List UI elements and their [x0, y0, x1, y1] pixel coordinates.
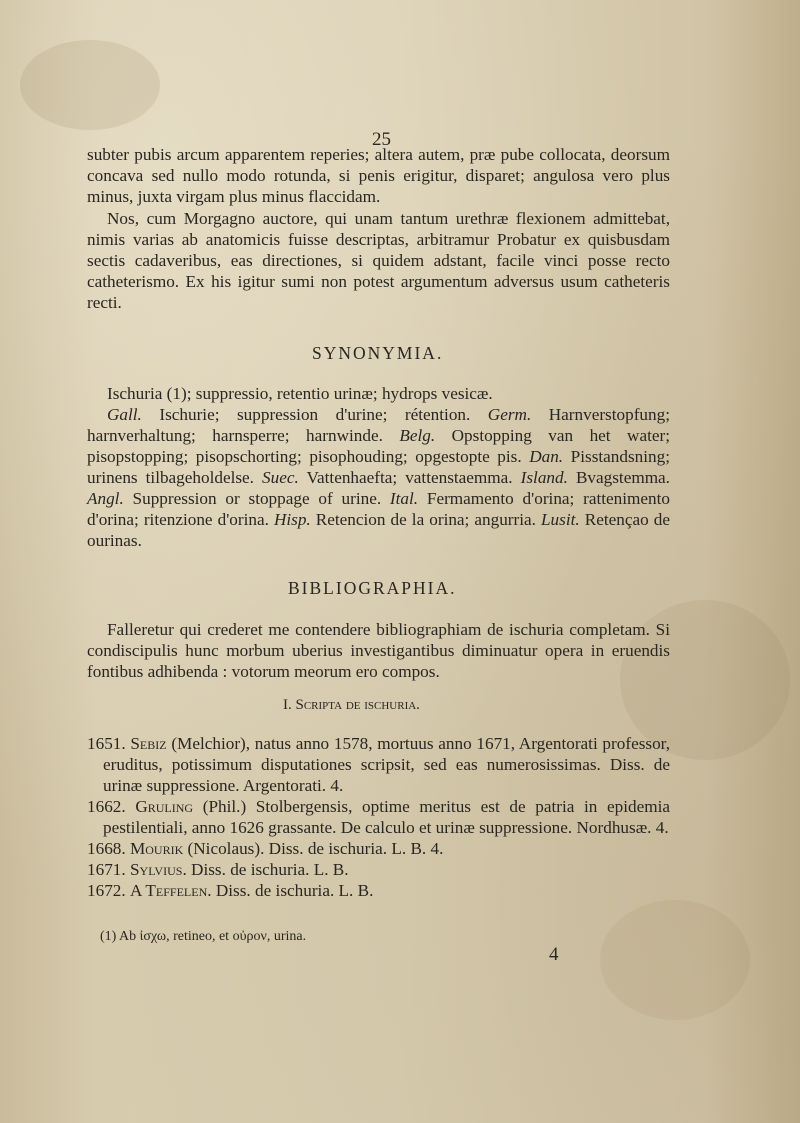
entry-text: . Diss. de ischuria. L. B. — [182, 860, 349, 879]
suec-text: Vattenhaefta; vattenstaemma. — [298, 468, 521, 487]
paper-stain — [20, 40, 160, 130]
ital-text: Fermamento d'orina; rattenimento d'orina; ritenzione d'orina. — [87, 489, 670, 529]
island-text: Bvagstemma. — [567, 468, 670, 487]
entry-author: Mourik — [129, 839, 184, 858]
entry-year: 1672. — [87, 881, 126, 900]
entry-text: (Phil.) Stolbergensis, optime meritus est de patria in epidemia pestilentiali, anno 1626 grassante. De calculo et urinæ suppressione. Nordhusæ. 4. — [103, 797, 671, 837]
entry-year: 1662. — [87, 797, 126, 816]
lusit-text: Retençao de ourinas. — [87, 510, 670, 550]
dan-text: Pisstandsning; urinens tilbageholdelse. — [87, 447, 670, 487]
bibliography-entry — [87, 733, 670, 796]
germ-label: Germ. — [487, 405, 532, 424]
entry-author: A Teffelen — [129, 881, 208, 900]
entry-author: Sebiz — [130, 734, 167, 753]
germ-text: Harnverstopfung; harnverhaltung; harnsperre; harnwinde. — [87, 405, 670, 445]
entry-year: 1668. — [87, 839, 126, 858]
bibliographia-heading: BIBLIOGRAPHIA. — [288, 578, 457, 598]
entry-author: Gruling — [135, 797, 194, 816]
bibliography-entry — [87, 796, 670, 838]
synonymia-line-1: Ischuria (1); suppressio, retentio urinæ; hydrops vesicæ. — [107, 384, 493, 403]
belg-label: Belg. — [399, 426, 436, 445]
entry-text: . Diss. de ischuria. L. B. — [207, 881, 374, 900]
intro-paragraph-2: Nos, cum Morgagno auctore, qui unam tantum urethræ flexionem admittebat, nimis varias ab anatomicis fuisse descriptas, arbitramur Probatur ex quisbusdam sectis cadaveribus, eas directiones, si quidem adstant, facile vinci posse recto catheterismo. Ex his igitur sumi non potest argumentum adversus usum catheteris recti. — [87, 209, 670, 312]
bibliography-entry — [87, 838, 670, 859]
belg-text: Opstopping van het water; pisopstopping; pisopschorting; pisophouding; opgestopte pis. — [87, 426, 670, 466]
island-label: Island. — [520, 468, 568, 487]
bibliography-entry — [87, 880, 670, 901]
lusit-label: Lusit. — [541, 510, 580, 529]
entry-text: (Melchior), natus anno 1578, mortuus anno 1671, Argentorati professor, eruditus, potissimum disputationes scripsit, sed eas numerosissimas. Diss. de urinæ suppressione. Argentorati. 4. — [103, 734, 670, 795]
scripta-subheading: I. Scripta de ischuria. — [283, 697, 420, 713]
bibliography-list — [87, 733, 670, 901]
hisp-label: Hisp. — [273, 510, 311, 529]
entry-text: (Nicolaus). Diss. de ischuria. L. B. 4. — [183, 839, 444, 858]
angl-label: Angl. — [87, 489, 124, 508]
synonymia-paragraph — [87, 404, 670, 551]
suec-label: Suec. — [262, 468, 299, 487]
entry-year: 1671. — [87, 860, 126, 879]
page-number: 25 — [372, 129, 391, 150]
gall-text: Ischurie; suppression d'urine; rétention. — [141, 405, 488, 424]
ital-label: Ital. — [389, 489, 419, 508]
entry-author: Sylvius — [129, 860, 183, 879]
gall-label: Gall. — [107, 405, 142, 424]
intro-paragraph-1: subter pubis arcum apparentem reperies; altera autem, præ pube collocata, deorsum concava sed nullo modo rotunda, si penis erigitur, disparet; angulosa vero plus minus, juxta virgam plus minus flaccidam. — [87, 145, 670, 206]
dan-label: Dan. — [529, 447, 564, 466]
paper-stain — [600, 900, 750, 1020]
entry-year: 1651. — [87, 734, 126, 753]
angl-text: Suppression or stoppage of urine. — [123, 489, 390, 508]
hisp-text: Retencion de la orina; angurria. — [310, 510, 541, 529]
footnote: (1) Ab ἰσχω, retineo, et οὐρον, urina. — [100, 929, 307, 944]
bibliography-entry — [87, 859, 670, 880]
bibliographia-paragraph: Falleretur qui crederet me contendere bibliographiam de ischuria completam. Si condiscipulis hunc morbum uberius investigantibus diminuatur opera in eruendis fontibus adhibenda : votorum meorum ero compos. — [87, 620, 670, 681]
synonymia-heading: SYNONYMIA. — [312, 343, 444, 363]
signature-mark: 4 — [549, 944, 559, 965]
